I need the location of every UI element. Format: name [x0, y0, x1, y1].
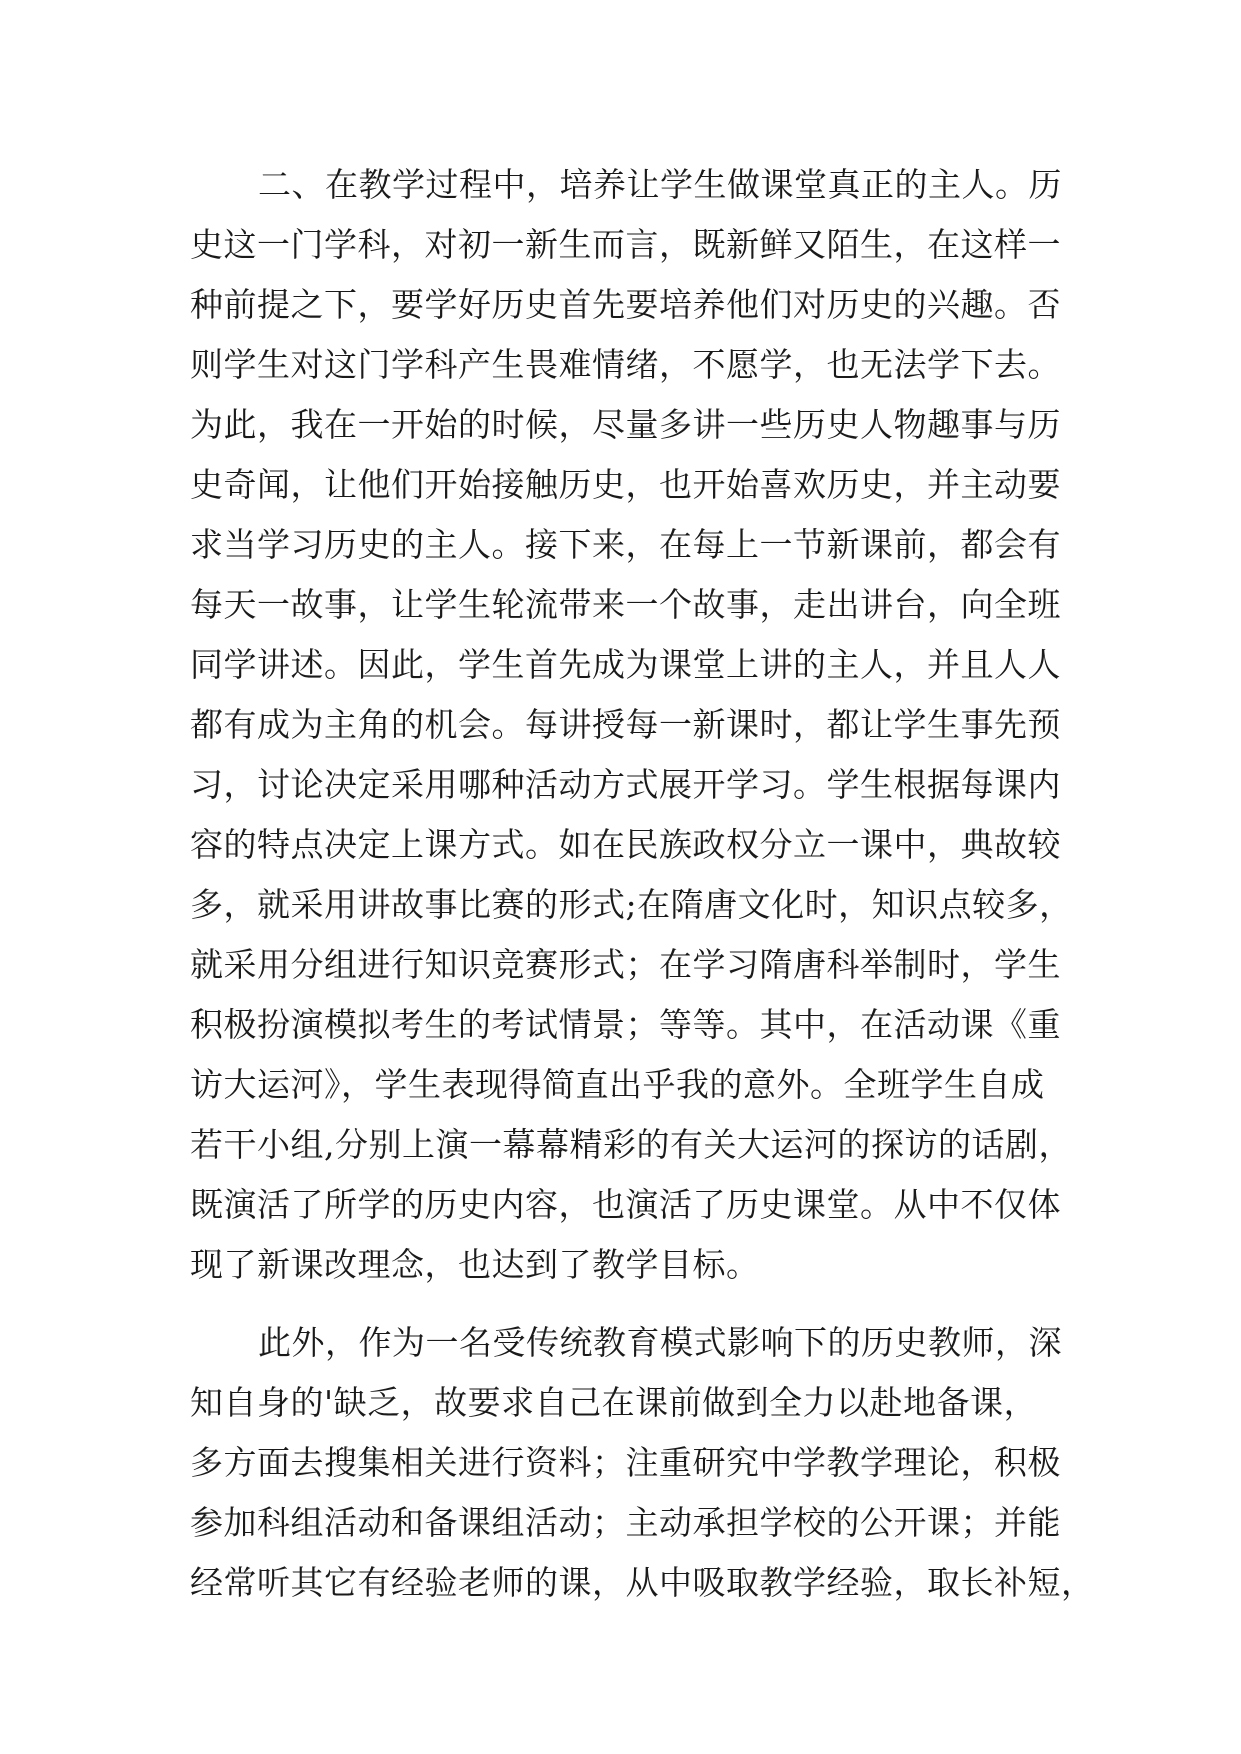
- paragraph-line: 每天一故事，让学生轮流带来一个故事，走出讲台，向全班: [190, 585, 1061, 624]
- paragraph-line: 习，讨论决定采用哪种活动方式展开学习。学生根据每课内: [190, 765, 1061, 804]
- paragraph-line: 就采用分组进行知识竞赛形式；在学习隋唐科举制时，学生: [190, 945, 1061, 984]
- paragraph-line: 既演活了所学的历史内容，也演活了历史课堂。从中不仅体: [190, 1185, 1061, 1224]
- paragraph-line: 史这一门学科，对初一新生而言，既新鲜又陌生，在这样一: [190, 225, 1061, 264]
- paragraph-line: 现了新课改理念，也达到了教学目标。: [190, 1245, 760, 1284]
- paragraph-line: 二、在教学过程中，培养让学生做课堂真正的主人。历: [258, 165, 1062, 204]
- document-body: [190, 155, 1095, 1613]
- paragraph-line: 参加科组活动和备课组活动；主动承担学校的公开课；并能: [190, 1503, 1061, 1542]
- paragraph-line: 若干小组,分别上演一幕幕精彩的有关大运河的探访的话剧，: [190, 1125, 1072, 1164]
- paragraph-line: 积极扮演模拟考生的考试情景；等等。其中，在活动课《重: [190, 1005, 1061, 1044]
- paragraph-line: 史奇闻，让他们开始接触历史，也开始喜欢历史，并主动要: [190, 465, 1061, 504]
- paragraph-line: 多方面去搜集相关进行资料；注重研究中学教学理论，积极: [190, 1443, 1061, 1482]
- paragraph-line: 访大运河》，学生表现得简直出乎我的意外。全班学生自成: [190, 1065, 1045, 1104]
- paragraph-line: 则学生对这门学科产生畏难情绪，不愿学，也无法学下去。: [190, 345, 1061, 384]
- paragraph-2: [190, 1313, 1095, 1613]
- paragraph-line: 同学讲述。因此，学生首先成为课堂上讲的主人，并且人人: [190, 645, 1061, 684]
- paragraph-line: 容的特点决定上课方式。如在民族政权分立一课中，典故较: [190, 825, 1061, 864]
- paragraph-line: 多，就采用讲故事比赛的形式;在隋唐文化时，知识点较多，: [190, 885, 1073, 924]
- paragraph-line: 求当学习历史的主人。接下来，在每上一节新课前，都会有: [190, 525, 1061, 564]
- paragraph-line: 经常听其它有经验老师的课，从中吸取教学经验，取长补短，: [190, 1563, 1095, 1602]
- paragraph-1: [190, 155, 1073, 1295]
- paragraph-line: 都有成为主角的机会。每讲授每一新课时，都让学生事先预: [190, 705, 1061, 744]
- paragraph-line: 此外，作为一名受传统教育模式影响下的历史教师，深: [258, 1323, 1062, 1362]
- paragraph-line: 为此，我在一开始的时候，尽量多讲一些历史人物趣事与历: [190, 405, 1061, 444]
- paragraph-line: 知自身的'缺乏，故要求自己在课前做到全力以赴地备课，: [190, 1383, 1038, 1422]
- paragraph-line: 种前提之下，要学好历史首先要培养他们对历史的兴趣。否: [190, 285, 1061, 324]
